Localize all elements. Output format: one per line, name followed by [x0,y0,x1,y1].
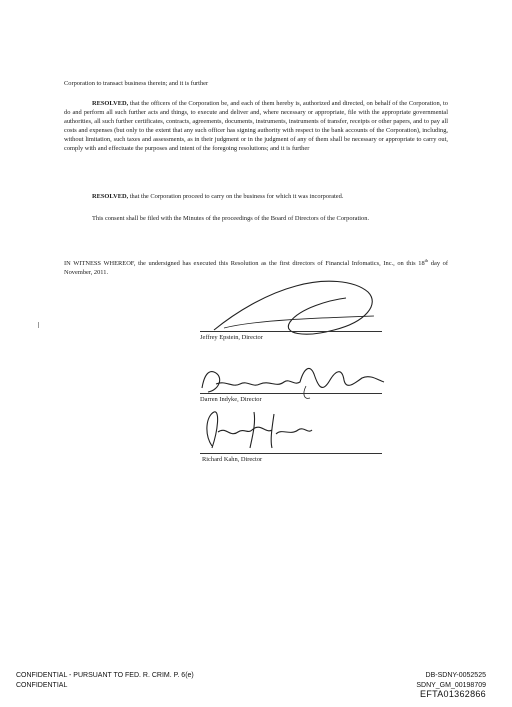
signature-line-indyke [200,393,382,394]
paragraph-text: Corporation to transact business therein; and it is further [64,80,209,87]
bates-number-db: DB-SDNY-0052525 [425,672,486,679]
signature-line-kahn [200,453,382,454]
confidentiality-notice: CONFIDENTIAL - PURSUANT TO FED. R. CRIM. P. 6(e) [16,672,194,679]
margin-mark [38,322,39,328]
paragraph-text: IN WITNESS WHEREOF, the undersigned has executed this Resolution as the first directors of Financial Infomatics, Inc., on this 18 [64,260,425,268]
signatory-name-epstein: Jeffrey Epstein, Director [200,334,263,341]
resolution-paragraph-business [64,192,448,201]
signature-kahn-image [200,404,320,456]
resolved-label: RESOLVED, [92,100,129,107]
paragraph-continuation [64,79,448,88]
signatory-name-kahn: Richard Kahn, Director [202,456,263,463]
signatory-name-indyke: Darren Indyke, Director [200,396,262,403]
signature-line-epstein [200,331,382,332]
resolution-paragraph-officers [64,99,448,154]
confidential-label: CONFIDENTIAL [16,681,68,689]
consent-filing-paragraph [64,214,448,223]
confidentiality-footer [16,671,194,690]
bates-number-sdny: SDNY_GM_00198709 [416,681,486,689]
paragraph-text: that the officers of the Corporation be, and each of them hereby is, authorized and directed, on behalf of the Corporation, to do and perform all such further acts and things, to execute and deliver and, where necessary or appropriate, file with the appropriate governmental authorities, all such further certificates, contracts, agreements, documents, instruments, instruments of transfer, receipts or other papers, and to pay all costs and expenses (but only to the extent that any such officer has signing authority with respect to the bank accounts of the Corporation), including, without limitation, such taxes and assessments, as in their judgment or in the judgment of any of them shall be necessary or appropriate to carry out, comply with and effectuate the purposes and intent of the foregoing resolutions; and it is further [64,100,448,153]
paragraph-text: that the Corporation proceed to carry on the business for which it was incorporated. [128,193,344,200]
paragraph-text: day of November, 2011. [64,260,448,277]
bates-stamp [416,671,486,700]
resolved-label: RESOLVED, [92,193,129,200]
bates-number-efta: EFTA01362866 [420,689,486,699]
ordinal-suffix: th [424,258,429,263]
paragraph-text: This consent shall be filed with the Minutes of the proceedings of the Board of Directors of the Corporation. [92,215,370,222]
